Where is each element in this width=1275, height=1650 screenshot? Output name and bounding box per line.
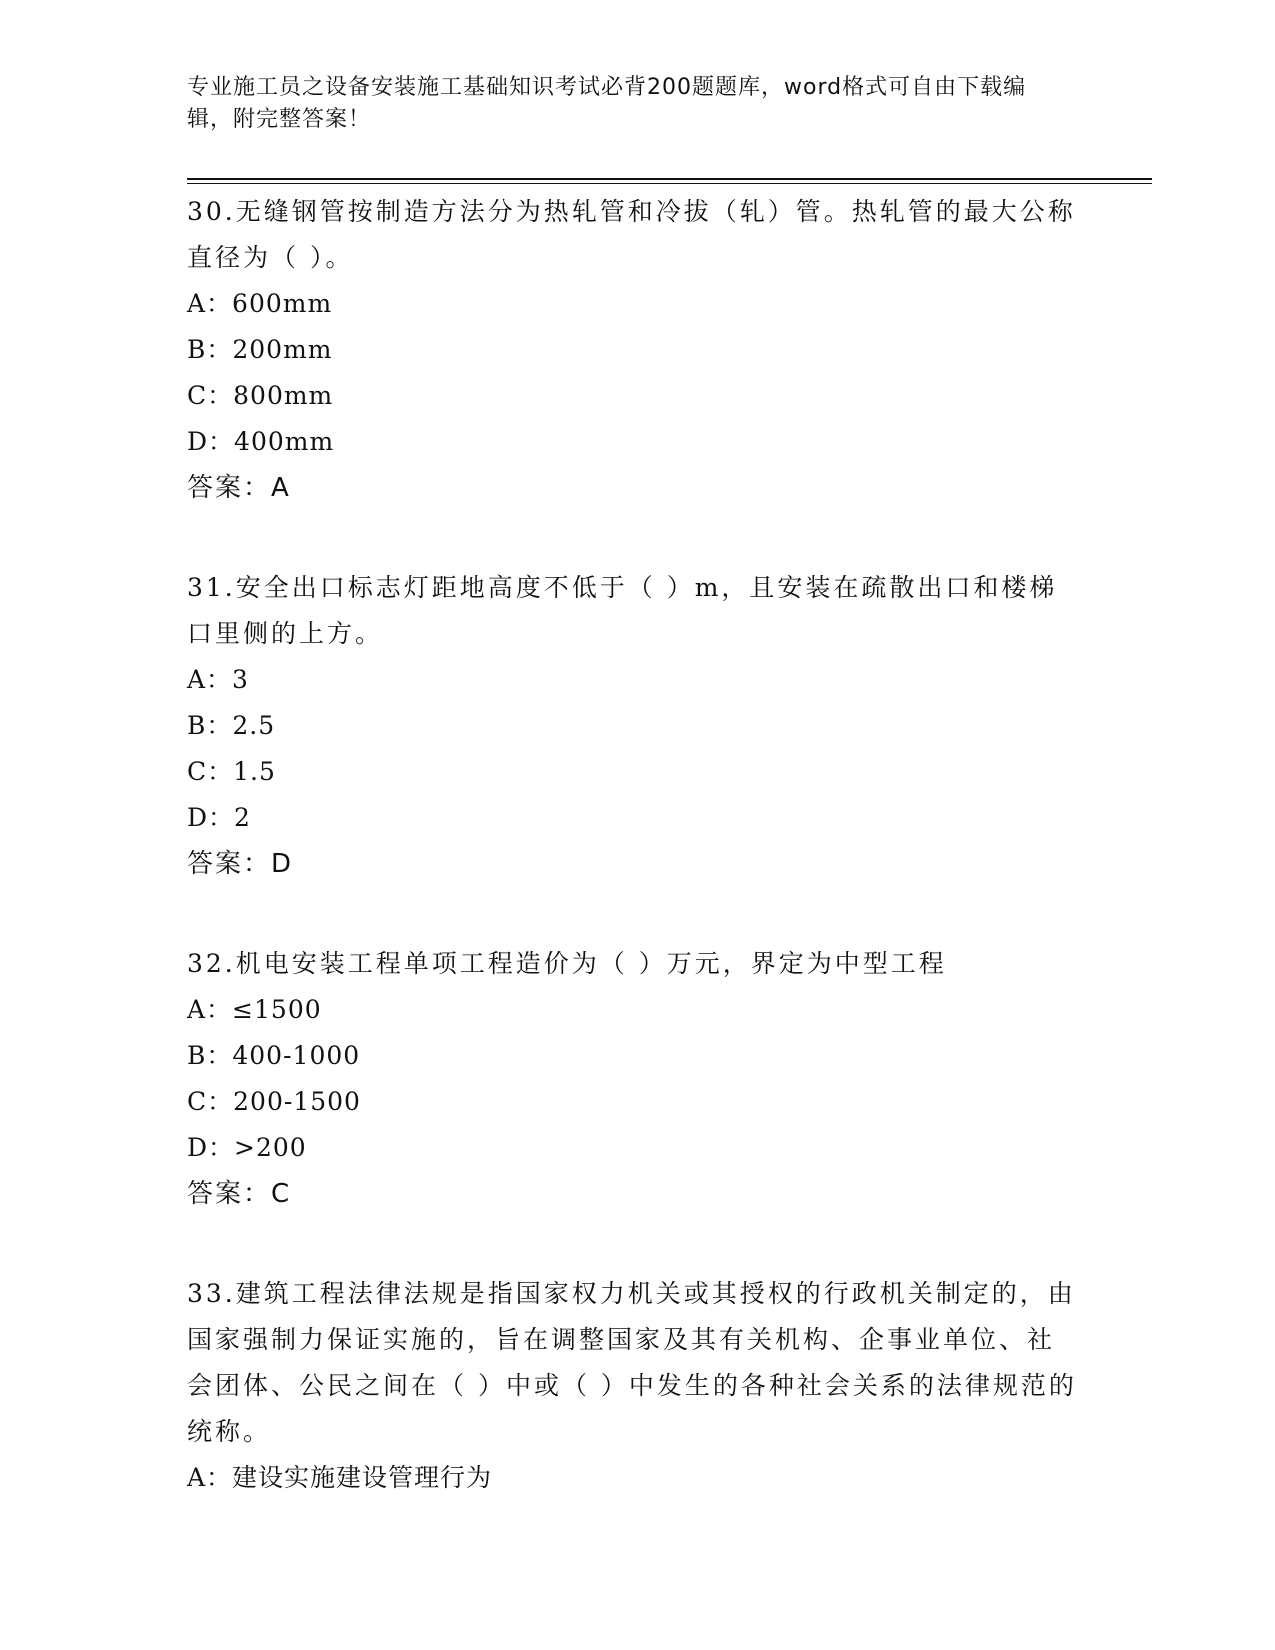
header-divider-thin bbox=[187, 183, 1152, 184]
answer: 答案：D bbox=[187, 849, 294, 879]
option-c: C：1.5 bbox=[187, 757, 276, 786]
question-stem: 33.建筑工程法律法规是指国家权力机关或其授权的行政机关制定的，由国家强制力保证实施的，旨在调整国家及其有关机构、企事业单位、社会团体、公民之间在（ ）中或（ ）中发生的各种社会关系的法律规范的统称。 bbox=[187, 1279, 1077, 1446]
option-d: D：>200 bbox=[187, 1133, 307, 1162]
option-d: D：2 bbox=[187, 803, 251, 832]
option-a: A：600mm bbox=[187, 289, 333, 318]
question-stem: 31.安全出口标志灯距地高度不低于（ ）m，且安装在疏散出口和楼梯口里侧的上方。 bbox=[187, 573, 1058, 648]
document-header bbox=[187, 72, 1067, 136]
question-stem: 32.机电安装工程单项工程造价为（ ）万元，界定为中型工程 bbox=[187, 949, 947, 978]
question-stem: 30.无缝钢管按制造方法分为热轧管和冷拔（轧）管。热轧管的最大公称直径为（ ）。 bbox=[187, 197, 1076, 272]
option-a: A：≤1500 bbox=[187, 995, 322, 1024]
answer: 答案：C bbox=[187, 1179, 292, 1209]
answer: 答案：A bbox=[187, 473, 291, 503]
question-33 bbox=[187, 1271, 1077, 1501]
option-a: A：3 bbox=[187, 665, 249, 694]
question-30 bbox=[187, 189, 1077, 511]
option-b: B：200mm bbox=[187, 335, 333, 364]
question-list bbox=[187, 189, 1077, 1555]
option-b: B：400-1000 bbox=[187, 1041, 361, 1070]
question-31 bbox=[187, 565, 1077, 887]
option-c: C：800mm bbox=[187, 381, 334, 410]
header-title: 专业施工员之设备安装施工基础知识考试必背200题题库，word格式可自由下载编辑，附完整答案！ bbox=[187, 75, 1027, 132]
option-c: C：200-1500 bbox=[187, 1087, 361, 1116]
question-32 bbox=[187, 941, 1077, 1217]
header-divider-thick bbox=[187, 178, 1152, 180]
option-b: B：2.5 bbox=[187, 711, 276, 740]
option-a: A：建设实施建设管理行为 bbox=[187, 1463, 493, 1492]
option-d: D：400mm bbox=[187, 427, 335, 456]
